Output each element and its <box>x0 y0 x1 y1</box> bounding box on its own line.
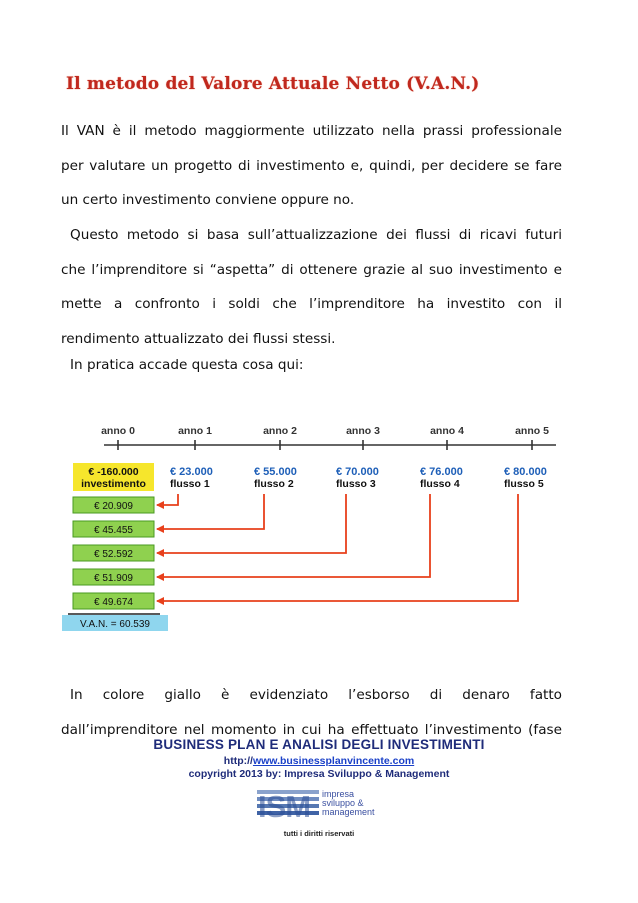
present-value: € 52.592 <box>94 549 133 560</box>
flow-label: flusso 4 <box>420 478 460 490</box>
paragraph-line: Il VAN è il metodo maggiormente utilizzato nella prassi professionale <box>61 123 562 139</box>
timeline <box>101 425 556 450</box>
flow-amount: € 23.000 <box>170 466 213 478</box>
paragraph-line: dall’imprenditore nel momento in cui ha effettuato l’investimento (fase <box>61 721 562 738</box>
flow-amount: € 80.000 <box>504 466 547 478</box>
paragraph-line: rendimento attualizzato dei flussi stessi. <box>61 330 336 347</box>
paragraph-intro-diagram <box>61 348 562 383</box>
flow-amount: € 76.000 <box>420 466 463 478</box>
flow-label: flusso 5 <box>504 478 544 490</box>
discount-arrow <box>157 494 264 529</box>
discount-arrow <box>157 494 346 553</box>
year-label: anno 4 <box>430 425 464 437</box>
page-title: Il metodo del Valore Attuale Netto (V.A.N.) <box>66 74 480 94</box>
discount-arrow <box>157 494 518 601</box>
year-label: anno 3 <box>346 425 380 437</box>
paragraph-line: Questo metodo si basa sull’attualizzazione dei flussi di ricavi futuri <box>70 227 562 243</box>
footer-title: BUSINESS PLAN E ANALISI DEGLI INVESTIMENTI <box>153 737 485 752</box>
flow-boxes <box>62 463 547 631</box>
paragraph-line: mette a confronto i soldi che l’imprenditore ha investito con il <box>61 296 562 312</box>
investment-amount: € -160.000 <box>88 466 139 478</box>
paragraph-method <box>61 218 562 356</box>
ism-logo <box>255 787 375 821</box>
paragraph-line: che l’imprenditore si “aspetta” di ottenere grazie al suo investimento e <box>61 261 562 278</box>
flow-label: flusso 1 <box>170 478 210 490</box>
flow-amount: € 55.000 <box>254 466 297 478</box>
year-label: anno 0 <box>101 425 135 437</box>
ism-logo-word: management <box>322 807 375 817</box>
present-value: € 45.455 <box>94 525 133 536</box>
van-value: V.A.N. = 60.539 <box>80 619 150 630</box>
discount-arrow <box>157 494 178 505</box>
discount-arrows <box>157 494 518 601</box>
present-value: € 49.674 <box>94 597 133 608</box>
paragraph-line: per valutare un progetto di investimento e, quindi, per decidere se fare <box>61 157 562 174</box>
van-cashflow-diagram <box>56 414 576 636</box>
year-label: anno 5 <box>515 425 549 437</box>
paragraph-line: In pratica accade questa cosa qui: <box>70 357 304 373</box>
ism-logo-letters: ISM <box>258 789 311 821</box>
year-label: anno 1 <box>178 425 212 437</box>
website-link[interactable]: www.businessplanvincente.com <box>252 755 415 767</box>
paragraph-line: un certo investimento conviene oppure no. <box>61 192 355 208</box>
paragraph-intro <box>61 114 562 218</box>
ism-logo-word: sviluppo & <box>322 798 364 808</box>
flow-amount: € 70.000 <box>336 466 379 478</box>
url-prefix: http:// <box>223 755 253 767</box>
present-value: € 51.909 <box>94 573 133 584</box>
footer-copyright: copyright 2013 by: Impresa Sviluppo & Management <box>188 768 450 780</box>
rights-notice: tutti i diritti riservati <box>283 829 355 838</box>
investment-label: investimento <box>81 478 146 490</box>
paragraph-line: In colore giallo è evidenziato l’esborso di denaro fatto <box>70 687 562 703</box>
present-value: € 20.909 <box>94 501 133 512</box>
footer-url <box>0 755 638 767</box>
flow-label: flusso 3 <box>336 478 376 490</box>
flow-label: flusso 2 <box>254 478 294 490</box>
discount-arrow <box>157 494 430 577</box>
ism-logo-word: impresa <box>322 789 355 799</box>
year-label: anno 2 <box>263 425 297 437</box>
